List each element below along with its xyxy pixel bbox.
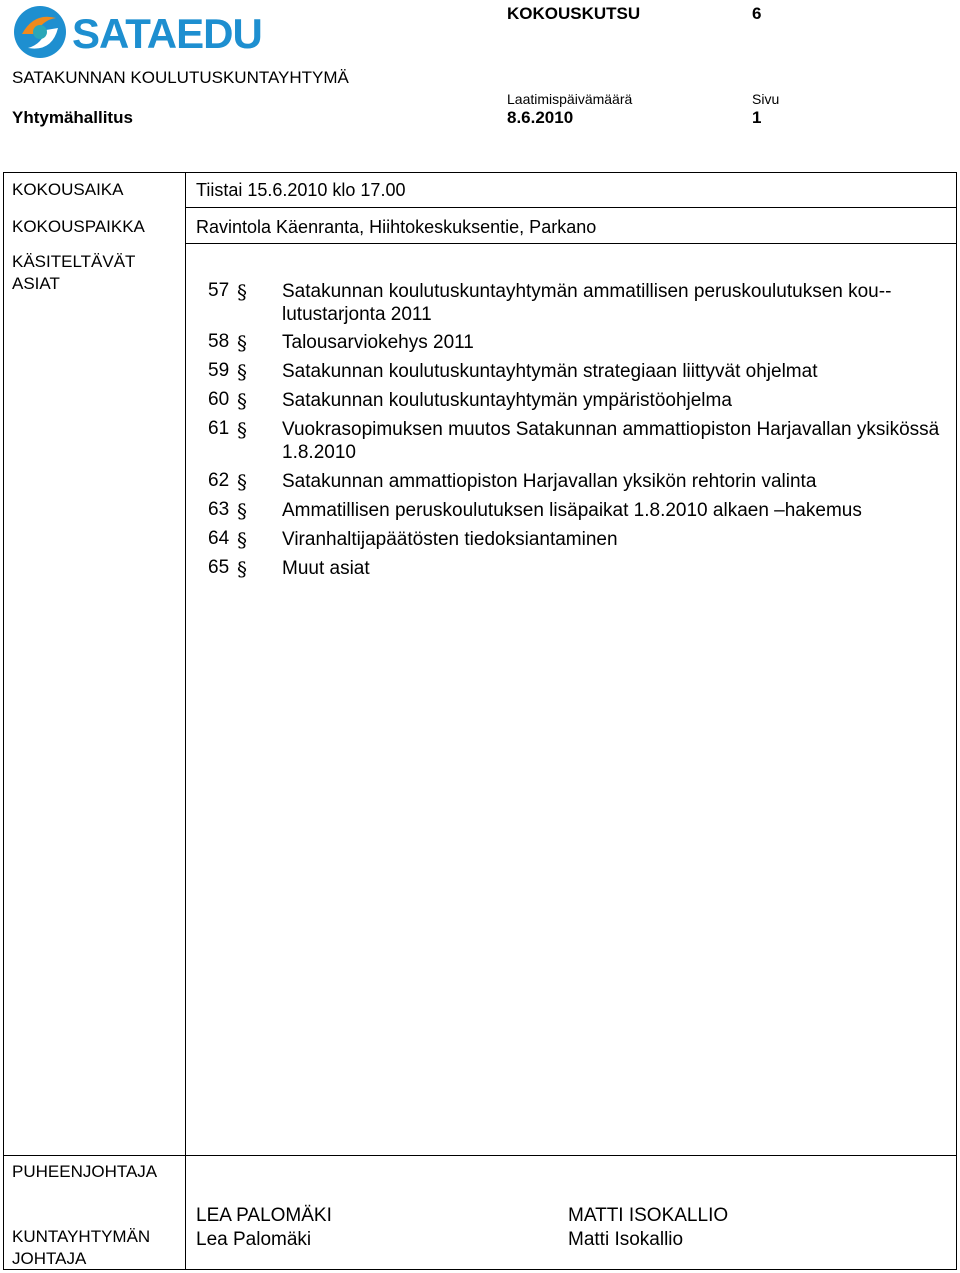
agenda-item-number: 58: [208, 331, 230, 352]
svg-text:§: §: [237, 558, 247, 580]
meeting-place-label: KOKOUSPAIKKA: [12, 217, 145, 236]
document-number: 6: [752, 4, 762, 23]
agenda-item-text: Satakunnan koulutuskuntayhtymän ympäristöohjelma: [282, 390, 732, 411]
row-divider: [185, 207, 957, 208]
agenda-item-number: 64: [208, 528, 230, 549]
meeting-place-value: Ravintola Käenranta, Hiihtokeskuksentie, Parkano: [196, 217, 597, 237]
sataedu-logo: [12, 4, 262, 60]
agenda-label-line1: KÄSITELTÄVÄT: [12, 252, 136, 271]
agenda-item-text: Satakunnan koulutuskuntayhtymän ammatillisen peruskoulutuksen kou-lutustarjonta 2011: [282, 281, 892, 325]
agenda-item-text: Satakunnan ammattiopiston Harjavallan yksikön rehtorin valinta: [282, 471, 817, 492]
row-divider: [3, 1155, 957, 1156]
meeting-time-value: Tiistai 15.6.2010 klo 17.00: [196, 180, 406, 200]
organization-name: SATAKUNNAN KOULUTUSKUNTAYHTYMÄ: [12, 68, 349, 87]
agenda-item-text: Muut asiat: [282, 558, 370, 579]
section-sign-icon: [236, 558, 250, 580]
agenda-item-number: 65: [208, 557, 230, 578]
section-sign-icon: [236, 529, 250, 551]
svg-text:§: §: [237, 529, 247, 551]
chair-name: Lea Palomäki: [196, 1229, 312, 1250]
column-divider: [185, 172, 186, 1270]
logo-wordmark: SATAEDU: [72, 10, 262, 57]
section-sign-icon: [236, 500, 250, 522]
svg-text:§: §: [237, 332, 247, 354]
agenda-item-number: 61: [208, 418, 230, 439]
svg-text:§: §: [237, 281, 247, 303]
date-value: 8.6.2010: [507, 108, 574, 127]
section-sign-icon: [236, 361, 250, 383]
section-sign-icon: [236, 471, 250, 493]
section-sign-icon: [236, 419, 250, 441]
svg-text:§: §: [237, 471, 247, 493]
agenda-item-text: Talousarviokehys 2011: [282, 332, 474, 353]
agenda-label-line2: ASIAT: [12, 274, 60, 293]
director-name: Matti Isokallio: [568, 1229, 684, 1250]
director-label-line2: JOHTAJA: [12, 1249, 87, 1268]
svg-text:§: §: [237, 419, 247, 441]
section-sign-icon: [236, 332, 250, 354]
agenda-item-number: 62: [208, 470, 230, 491]
agenda-item-number: 63: [208, 499, 230, 520]
agenda-item-number: 60: [208, 389, 230, 410]
meeting-time-label: KOKOUSAIKA: [12, 180, 124, 199]
agenda-item-number: 59: [208, 360, 230, 381]
document-type: KOKOUSKUTSU: [507, 4, 641, 23]
agenda-item-text: Viranhaltijapäätösten tiedoksiantaminen: [282, 529, 618, 550]
agenda-item-text: Ammatillisen peruskoulutuksen lisäpaikat 1.8.2010 alkaen –hakemus: [282, 500, 862, 521]
svg-text:§: §: [237, 500, 247, 522]
body-name: Yhtymähallitus: [12, 108, 133, 127]
date-label: Laatimispäivämäärä: [507, 91, 633, 107]
chair-label: PUHEENJOHTAJA: [12, 1162, 158, 1181]
section-sign-icon: [236, 390, 250, 412]
page-value: 1: [752, 108, 762, 127]
director-label-line1: KUNTAYHTYMÄN: [12, 1227, 151, 1246]
svg-text:§: §: [237, 361, 247, 383]
chair-name-upper: LEA PALOMÄKI: [196, 1205, 332, 1226]
director-name-upper: MATTI ISOKALLIO: [568, 1205, 729, 1226]
agenda-item-text: Vuokrasopimuksen muutos Satakunnan ammattiopiston Harjavallan yksikössä 1.8.2010: [282, 419, 940, 463]
agenda-item-number: 57: [208, 280, 230, 301]
row-divider: [185, 243, 957, 244]
agenda-item-text: Satakunnan koulutuskuntayhtymän strategiaan liittyvät ohjelmat: [282, 361, 818, 382]
page-label: Sivu: [752, 91, 780, 107]
section-sign-icon: [236, 281, 250, 303]
svg-text:§: §: [237, 390, 247, 412]
sataedu-swirl-icon: [12, 4, 70, 60]
